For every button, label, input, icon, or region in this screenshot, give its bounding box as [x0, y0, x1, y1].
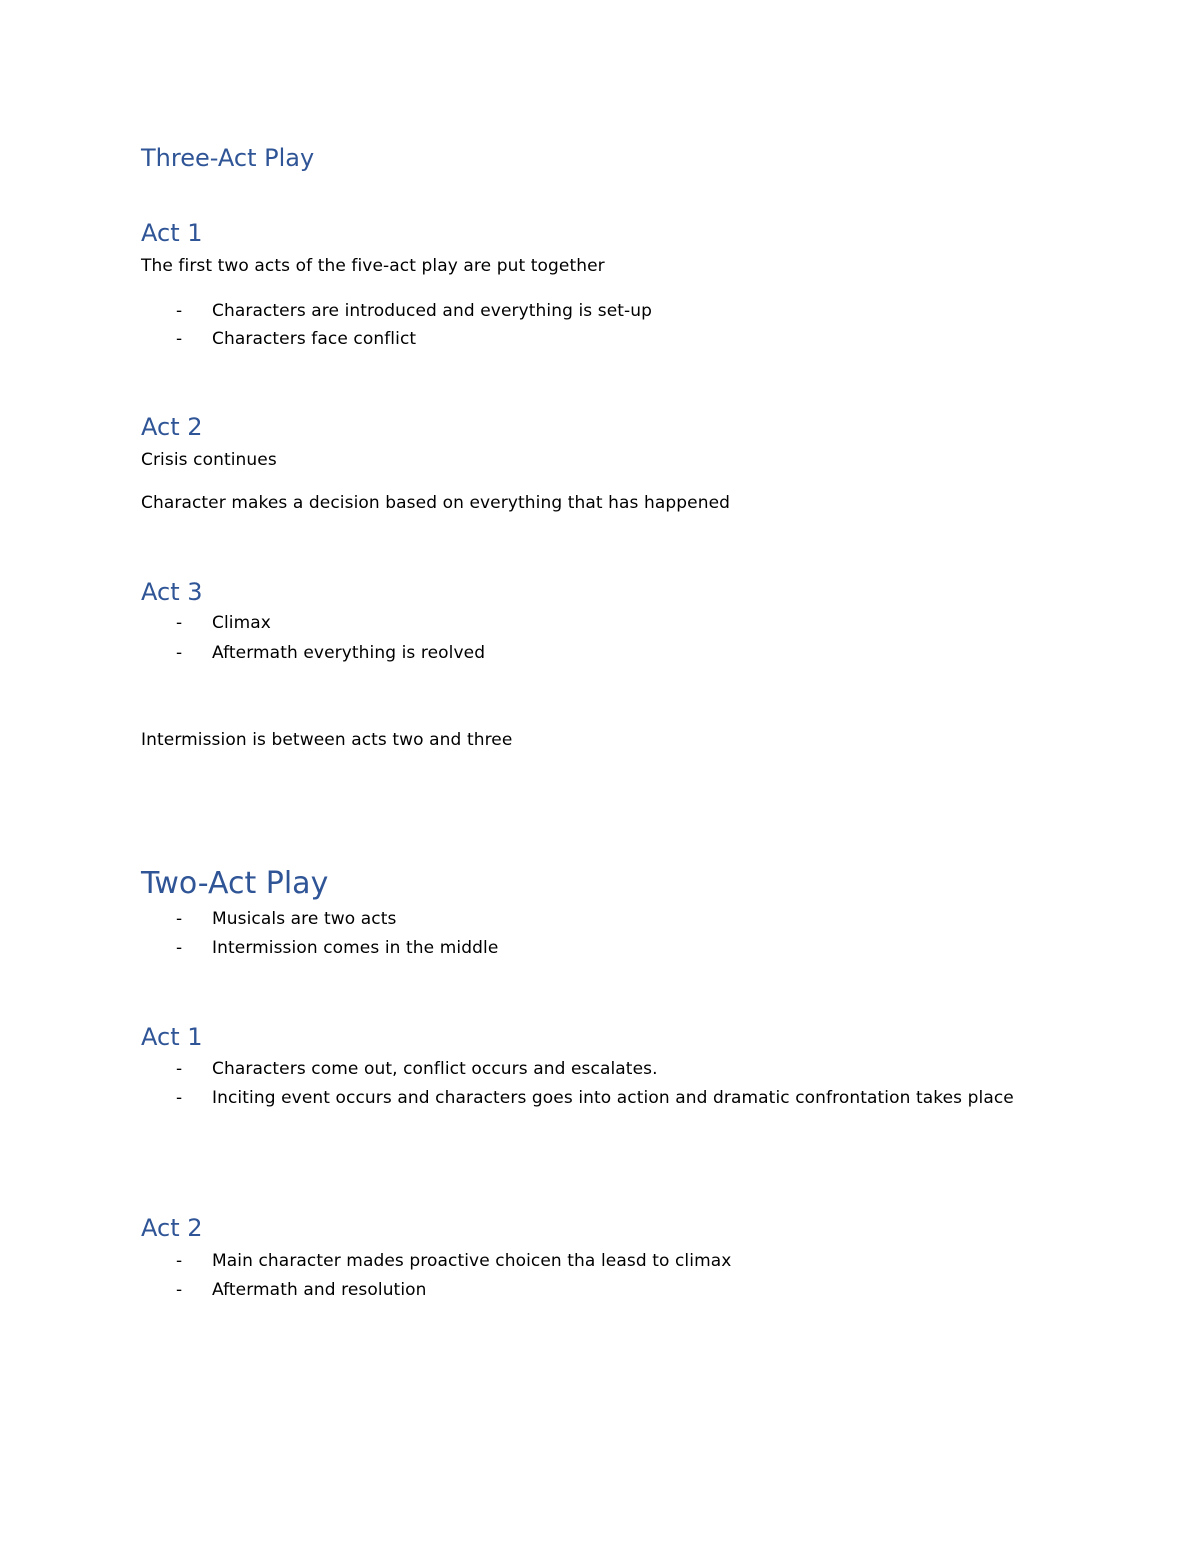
- two-act-act2-bullet: Aftermath and resolution: [212, 1280, 427, 1300]
- three-act-act3-heading: Act 3: [141, 578, 203, 606]
- two-act-act2-heading: Act 2: [141, 1214, 203, 1242]
- bullet-marker: -: [176, 613, 183, 633]
- three-act-act2-heading: Act 2: [141, 413, 203, 441]
- three-act-act3-bullet: Aftermath everything is reolved: [212, 643, 486, 663]
- two-act-bullet: Intermission comes in the middle: [212, 938, 499, 958]
- three-act-note: Intermission is between acts two and three: [141, 730, 513, 750]
- bullet-marker: -: [176, 1088, 183, 1108]
- bullet-marker: -: [176, 301, 183, 321]
- three-act-act1-heading: Act 1: [141, 219, 203, 247]
- bullet-marker: -: [176, 1280, 183, 1300]
- bullet-marker: -: [176, 1251, 183, 1271]
- three-act-act2-para: Crisis continues: [141, 450, 277, 470]
- two-act-act2-bullet: Main character mades proactive choicen tha leasd to climax: [212, 1251, 732, 1271]
- three-act-act1-intro: The first two acts of the five-act play are put together: [141, 256, 605, 276]
- three-act-act3-bullet: Climax: [212, 613, 271, 633]
- bullet-marker: -: [176, 329, 183, 349]
- three-act-act1-bullet: Characters are introduced and everything is set-up: [212, 301, 653, 321]
- two-act-bullet: Musicals are two acts: [212, 909, 397, 929]
- two-act-act1-bullet: Inciting event occurs and characters goes into action and dramatic confrontation takes place: [212, 1088, 1014, 1108]
- bullet-marker: -: [176, 909, 183, 929]
- bullet-marker: -: [176, 1059, 183, 1079]
- three-act-title: Three-Act Play: [141, 144, 315, 172]
- three-act-act1-bullet: Characters face conflict: [212, 329, 417, 349]
- two-act-act1-heading: Act 1: [141, 1023, 203, 1051]
- bullet-marker: -: [176, 938, 183, 958]
- bullet-marker: -: [176, 643, 183, 663]
- two-act-title: Two-Act Play: [141, 866, 329, 901]
- three-act-act2-para: Character makes a decision based on everything that has happened: [141, 493, 731, 513]
- two-act-act1-bullet: Characters come out, conflict occurs and escalates.: [212, 1059, 658, 1079]
